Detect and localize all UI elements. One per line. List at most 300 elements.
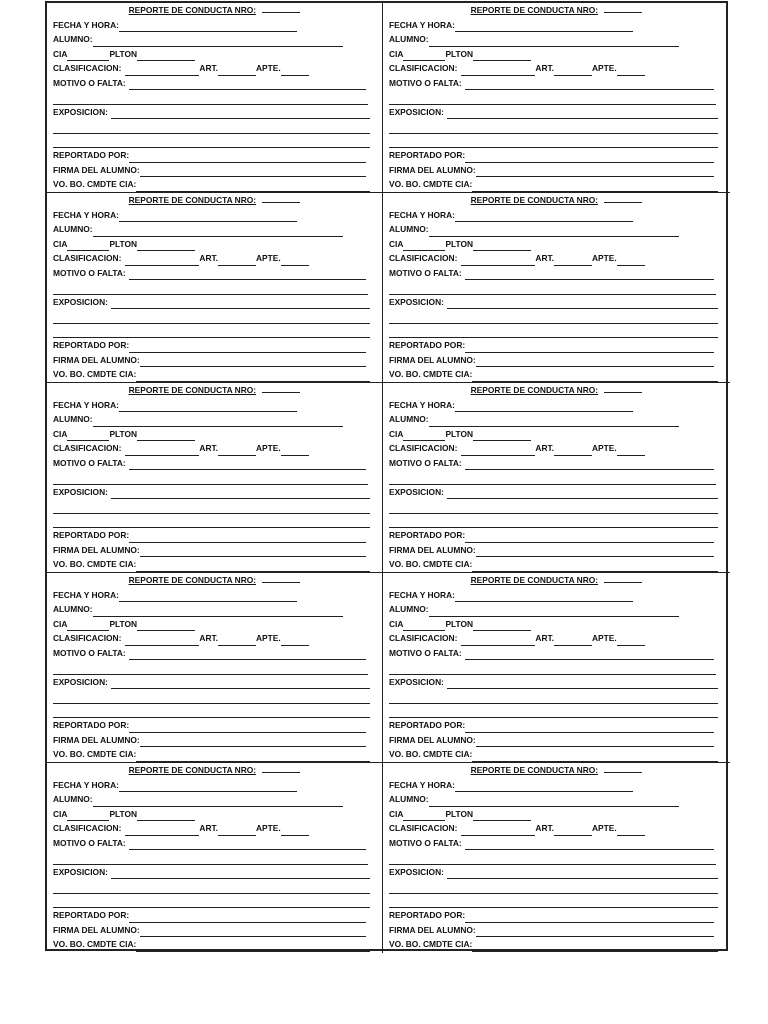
firma-field[interactable] [140, 926, 366, 937]
alumno-row [53, 222, 376, 237]
vobo-field[interactable] [472, 751, 718, 762]
cia-field[interactable] [403, 620, 445, 631]
cia-field[interactable] [403, 810, 445, 821]
vobo-row [53, 937, 376, 952]
alumno-field[interactable] [93, 796, 343, 807]
clasificacion-field[interactable] [461, 635, 535, 646]
apte-field[interactable] [281, 255, 309, 266]
motivo-line-2 [389, 660, 724, 675]
exposicion-field-3[interactable] [389, 707, 718, 718]
plton-field[interactable] [473, 430, 531, 441]
fecha-label: FECHA Y HORA: [53, 399, 119, 410]
exposicion-field-2[interactable] [53, 693, 370, 704]
fecha-field[interactable] [455, 781, 633, 792]
alumno-row [53, 602, 376, 617]
exposicion-field[interactable] [447, 868, 718, 879]
alumno-label: ALUMNO: [389, 34, 429, 44]
apte-label: APTE. [592, 63, 617, 73]
exposicion-field[interactable] [447, 678, 718, 689]
exposicion-label: EXPOSICION: [53, 676, 108, 687]
alumno-label: ALUMNO: [53, 224, 93, 234]
apte-field[interactable] [617, 65, 645, 76]
reportado-label: REPORTADO POR: [389, 530, 466, 540]
alumno-field[interactable] [429, 796, 679, 807]
vobo-row [389, 367, 724, 382]
firma-row [53, 733, 376, 748]
exposicion-field-2[interactable] [389, 123, 718, 134]
alumno-label: ALUMNO: [389, 224, 429, 234]
conduct-report-card [47, 573, 383, 763]
exposicion-line-2 [53, 119, 376, 134]
motivo-field-2[interactable] [389, 284, 716, 295]
cia-row [53, 807, 376, 822]
motivo-line-2 [389, 850, 724, 865]
clasificacion-field[interactable] [125, 65, 199, 76]
firma-field[interactable] [476, 736, 714, 747]
clasificacion-field[interactable] [125, 255, 199, 266]
apte-field[interactable] [281, 635, 309, 646]
cia-row [53, 47, 376, 62]
exposicion-row [53, 865, 376, 880]
vobo-field[interactable] [136, 371, 370, 382]
reportado-field[interactable] [465, 912, 714, 923]
plton-field[interactable] [473, 240, 531, 251]
vobo-row [53, 557, 376, 572]
vobo-field[interactable] [472, 941, 718, 952]
apte-field[interactable] [617, 445, 645, 456]
exposicion-line-3 [389, 324, 724, 339]
fecha-row [389, 18, 724, 33]
alumno-field[interactable] [429, 36, 679, 47]
plton-field[interactable] [137, 240, 195, 251]
plton-field[interactable] [473, 620, 531, 631]
motivo-line-2 [53, 90, 376, 105]
vobo-field[interactable] [136, 561, 370, 572]
firma-row [53, 923, 376, 938]
exposicion-field-2[interactable] [389, 313, 718, 324]
exposicion-field[interactable] [447, 298, 718, 309]
report-number-field[interactable] [604, 3, 642, 13]
reportado-row [53, 338, 376, 353]
exposicion-field-3[interactable] [389, 897, 718, 908]
motivo-field-2[interactable] [389, 94, 716, 105]
exposicion-field[interactable] [111, 108, 370, 119]
apte-field[interactable] [617, 255, 645, 266]
exposicion-field-3[interactable] [389, 517, 718, 528]
exposicion-field-2[interactable] [389, 503, 718, 514]
plton-label: PLTON [109, 808, 138, 819]
plton-field[interactable] [137, 810, 195, 821]
plton-field[interactable] [137, 50, 195, 61]
art-field[interactable] [554, 825, 592, 836]
clasificacion-label: CLASIFICACION: [389, 823, 458, 833]
alumno-label: ALUMNO: [389, 794, 429, 804]
firma-label: FIRMA DEL ALUMNO: [53, 354, 140, 365]
cia-row [389, 47, 724, 62]
exposicion-line-3 [53, 324, 376, 339]
exposicion-line-3 [53, 514, 376, 529]
clasificacion-label: CLASIFICACION: [53, 823, 122, 833]
fecha-field[interactable] [455, 211, 633, 222]
motivo-field-2[interactable] [53, 664, 368, 675]
firma-field[interactable] [476, 926, 714, 937]
fecha-field[interactable] [119, 781, 297, 792]
exposicion-field-2[interactable] [53, 503, 370, 514]
plton-field[interactable] [137, 620, 195, 631]
fecha-field[interactable] [119, 591, 297, 602]
exposicion-field[interactable] [111, 488, 370, 499]
alumno-field[interactable] [429, 606, 679, 617]
plton-label: PLTON [445, 238, 474, 249]
reportado-field[interactable] [465, 532, 714, 543]
firma-label: FIRMA DEL ALUMNO: [53, 164, 140, 175]
report-number-field[interactable] [262, 573, 300, 583]
vobo-field[interactable] [136, 941, 370, 952]
motivo-field[interactable] [465, 79, 714, 90]
exposicion-line-3 [53, 894, 376, 909]
report-number-field[interactable] [604, 573, 642, 583]
cia-row [389, 427, 724, 442]
firma-label: FIRMA DEL ALUMNO: [53, 544, 140, 555]
motivo-field[interactable] [465, 269, 714, 280]
vobo-field[interactable] [472, 561, 718, 572]
clasificacion-field[interactable] [461, 825, 535, 836]
exposicion-line-3 [389, 514, 724, 529]
alumno-row [389, 32, 724, 47]
fecha-label: FECHA Y HORA: [53, 779, 119, 790]
fecha-label: FECHA Y HORA: [389, 399, 455, 410]
report-number-field[interactable] [604, 383, 642, 393]
art-field[interactable] [218, 65, 256, 76]
clasificacion-row [53, 821, 376, 836]
apte-field[interactable] [617, 825, 645, 836]
fecha-label: FECHA Y HORA: [389, 209, 455, 220]
vobo-label: VO. BO. CMDTE CIA: [53, 179, 137, 189]
fecha-field[interactable] [455, 21, 633, 32]
exposicion-row [53, 105, 376, 120]
apte-field[interactable] [281, 65, 309, 76]
cia-field[interactable] [67, 50, 109, 61]
exposicion-row [389, 105, 724, 120]
cia-label: CIA [389, 618, 404, 629]
plton-label: PLTON [109, 48, 138, 59]
exposicion-row [389, 295, 724, 310]
motivo-field-2[interactable] [53, 94, 368, 105]
reportado-field[interactable] [129, 342, 366, 353]
reportado-field[interactable] [465, 342, 714, 353]
fecha-label: FECHA Y HORA: [389, 589, 455, 600]
motivo-line-2 [53, 280, 376, 295]
art-label: ART. [535, 633, 554, 643]
plton-label: PLTON [109, 238, 138, 249]
motivo-field-2[interactable] [53, 854, 368, 865]
report-number-field[interactable] [262, 3, 300, 13]
motivo-field[interactable] [465, 459, 714, 470]
apte-field[interactable] [281, 825, 309, 836]
reportado-field[interactable] [129, 912, 366, 923]
reportado-label: REPORTADO POR: [389, 910, 466, 920]
art-label: ART. [535, 253, 554, 263]
apte-label: APTE. [592, 823, 617, 833]
motivo-field[interactable] [129, 459, 366, 470]
exposicion-line-2 [389, 879, 724, 894]
vobo-field[interactable] [472, 371, 718, 382]
exposicion-field-2[interactable] [389, 693, 718, 704]
motivo-label: MOTIVO O FALTA: [53, 267, 126, 278]
art-field[interactable] [554, 635, 592, 646]
motivo-row [389, 266, 724, 281]
motivo-field-2[interactable] [53, 284, 368, 295]
exposicion-field-2[interactable] [53, 883, 370, 894]
exposicion-label: EXPOSICION: [53, 106, 108, 117]
exposicion-field-2[interactable] [53, 123, 370, 134]
firma-field[interactable] [140, 546, 366, 557]
exposicion-field-3[interactable] [389, 137, 718, 148]
reportado-field[interactable] [129, 722, 366, 733]
plton-label: PLTON [445, 428, 474, 439]
fecha-row [389, 398, 724, 413]
firma-label: FIRMA DEL ALUMNO: [389, 544, 476, 555]
motivo-field-2[interactable] [53, 474, 368, 485]
firma-label: FIRMA DEL ALUMNO: [53, 734, 140, 745]
reportado-label: REPORTADO POR: [53, 530, 130, 540]
apte-label: APTE. [256, 253, 281, 263]
fecha-field[interactable] [455, 591, 633, 602]
firma-row [389, 163, 724, 178]
fecha-field[interactable] [455, 401, 633, 412]
alumno-row [53, 412, 376, 427]
reportado-label: REPORTADO POR: [389, 340, 466, 350]
clasificacion-row [53, 251, 376, 266]
firma-row [389, 543, 724, 558]
exposicion-field-3[interactable] [53, 707, 370, 718]
fecha-field[interactable] [119, 21, 297, 32]
report-number-field[interactable] [262, 383, 300, 393]
reportado-field[interactable] [129, 532, 366, 543]
exposicion-label: EXPOSICION: [53, 486, 108, 497]
exposicion-field-2[interactable] [53, 313, 370, 324]
reportado-label: REPORTADO POR: [389, 720, 466, 730]
reportado-row [389, 528, 724, 543]
alumno-row [389, 792, 724, 807]
clasificacion-field[interactable] [125, 445, 199, 456]
clasificacion-field[interactable] [461, 65, 535, 76]
motivo-line-2 [389, 280, 724, 295]
clasificacion-label: CLASIFICACION: [53, 253, 122, 263]
fecha-label: FECHA Y HORA: [389, 19, 455, 30]
apte-label: APTE. [256, 633, 281, 643]
vobo-field[interactable] [136, 751, 370, 762]
vobo-field[interactable] [472, 181, 718, 192]
reportado-field[interactable] [465, 152, 714, 163]
art-field[interactable] [218, 445, 256, 456]
apte-label: APTE. [592, 253, 617, 263]
vobo-row [389, 177, 724, 192]
exposicion-field[interactable] [447, 108, 718, 119]
art-field[interactable] [218, 825, 256, 836]
fecha-row [389, 778, 724, 793]
art-field[interactable] [218, 635, 256, 646]
cia-field[interactable] [67, 240, 109, 251]
fecha-field[interactable] [119, 401, 297, 412]
fecha-label: FECHA Y HORA: [53, 19, 119, 30]
exposicion-field-3[interactable] [53, 327, 370, 338]
cia-field[interactable] [67, 810, 109, 821]
clasificacion-label: CLASIFICACION: [53, 633, 122, 643]
fecha-row [389, 588, 724, 603]
firma-field[interactable] [140, 166, 366, 177]
exposicion-field[interactable] [447, 488, 718, 499]
fecha-row [53, 398, 376, 413]
reportado-field[interactable] [129, 152, 366, 163]
art-field[interactable] [554, 255, 592, 266]
report-title-row [53, 383, 376, 398]
vobo-field[interactable] [136, 181, 370, 192]
vobo-label: VO. BO. CMDTE CIA: [53, 749, 137, 759]
cia-label: CIA [53, 238, 68, 249]
firma-row [389, 353, 724, 368]
alumno-field[interactable] [93, 36, 343, 47]
firma-field[interactable] [140, 736, 366, 747]
cia-field[interactable] [67, 430, 109, 441]
clasificacion-label: CLASIFICACION: [53, 443, 122, 453]
motivo-label: MOTIVO O FALTA: [389, 457, 462, 468]
report-number-field[interactable] [604, 193, 642, 203]
fecha-field[interactable] [119, 211, 297, 222]
motivo-label: MOTIVO O FALTA: [389, 77, 462, 88]
art-field[interactable] [554, 445, 592, 456]
exposicion-field[interactable] [111, 298, 370, 309]
plton-field[interactable] [137, 430, 195, 441]
plton-label: PLTON [445, 808, 474, 819]
motivo-field-2[interactable] [389, 474, 716, 485]
cia-label: CIA [389, 238, 404, 249]
clasificacion-label: CLASIFICACION: [389, 633, 458, 643]
alumno-field[interactable] [93, 416, 343, 427]
exposicion-line-2 [389, 689, 724, 704]
reportado-label: REPORTADO POR: [53, 150, 130, 160]
clasificacion-field[interactable] [461, 255, 535, 266]
exposicion-field-3[interactable] [53, 897, 370, 908]
motivo-row [389, 836, 724, 851]
motivo-field[interactable] [129, 839, 366, 850]
clasificacion-field[interactable] [125, 635, 199, 646]
vobo-label: VO. BO. CMDTE CIA: [389, 559, 473, 569]
motivo-field[interactable] [129, 269, 366, 280]
motivo-label: MOTIVO O FALTA: [389, 837, 462, 848]
clasificacion-label: CLASIFICACION: [389, 253, 458, 263]
firma-row [53, 543, 376, 558]
reportado-field[interactable] [465, 722, 714, 733]
motivo-line-2 [389, 90, 724, 105]
motivo-label: MOTIVO O FALTA: [53, 647, 126, 658]
clasificacion-row [389, 61, 724, 76]
fecha-label: FECHA Y HORA: [53, 589, 119, 600]
art-label: ART. [199, 63, 218, 73]
exposicion-label: EXPOSICION: [389, 296, 444, 307]
art-field[interactable] [218, 255, 256, 266]
motivo-field-2[interactable] [389, 664, 716, 675]
report-number-field[interactable] [604, 763, 642, 773]
report-title-row [53, 3, 376, 18]
vobo-label: VO. BO. CMDTE CIA: [389, 749, 473, 759]
clasificacion-field[interactable] [125, 825, 199, 836]
motivo-field[interactable] [129, 79, 366, 90]
alumno-field[interactable] [429, 416, 679, 427]
firma-row [53, 163, 376, 178]
art-field[interactable] [554, 65, 592, 76]
exposicion-field[interactable] [111, 868, 370, 879]
report-number-field[interactable] [262, 193, 300, 203]
report-sheet [45, 1, 728, 951]
motivo-row [53, 646, 376, 661]
motivo-label: MOTIVO O FALTA: [53, 77, 126, 88]
apte-label: APTE. [256, 443, 281, 453]
apte-label: APTE. [256, 63, 281, 73]
cia-field[interactable] [67, 620, 109, 631]
art-label: ART. [199, 633, 218, 643]
plton-field[interactable] [473, 50, 531, 61]
clasificacion-field[interactable] [461, 445, 535, 456]
exposicion-line-3 [53, 134, 376, 149]
alumno-label: ALUMNO: [389, 414, 429, 424]
alumno-field[interactable] [429, 226, 679, 237]
apte-field[interactable] [617, 635, 645, 646]
report-title: REPORTE DE CONDUCTA NRO: [470, 575, 599, 585]
apte-label: APTE. [256, 823, 281, 833]
plton-field[interactable] [473, 810, 531, 821]
vobo-row [389, 937, 724, 952]
report-number-field[interactable] [262, 763, 300, 773]
cia-field[interactable] [403, 430, 445, 441]
clasificacion-label: CLASIFICACION: [53, 63, 122, 73]
firma-field[interactable] [476, 166, 714, 177]
exposicion-line-2 [53, 309, 376, 324]
reportado-row [53, 718, 376, 733]
report-title-row [389, 193, 724, 208]
plton-label: PLTON [109, 428, 138, 439]
cia-row [389, 807, 724, 822]
firma-field[interactable] [140, 356, 366, 367]
exposicion-label: EXPOSICION: [389, 486, 444, 497]
cia-field[interactable] [403, 240, 445, 251]
firma-field[interactable] [476, 356, 714, 367]
alumno-field[interactable] [93, 226, 343, 237]
motivo-field[interactable] [465, 839, 714, 850]
motivo-line-2 [53, 850, 376, 865]
fecha-label: FECHA Y HORA: [389, 779, 455, 790]
reportado-row [389, 908, 724, 923]
motivo-field[interactable] [129, 649, 366, 660]
exposicion-field-3[interactable] [389, 327, 718, 338]
motivo-field-2[interactable] [389, 854, 716, 865]
exposicion-field-2[interactable] [389, 883, 718, 894]
firma-row [389, 733, 724, 748]
exposicion-row [389, 675, 724, 690]
apte-field[interactable] [281, 445, 309, 456]
firma-field[interactable] [476, 546, 714, 557]
alumno-label: ALUMNO: [53, 414, 93, 424]
exposicion-field-3[interactable] [53, 517, 370, 528]
cia-label: CIA [53, 428, 68, 439]
firma-label: FIRMA DEL ALUMNO: [389, 354, 476, 365]
alumno-field[interactable] [93, 606, 343, 617]
cia-field[interactable] [403, 50, 445, 61]
exposicion-field[interactable] [111, 678, 370, 689]
cia-row [53, 617, 376, 632]
motivo-field[interactable] [465, 649, 714, 660]
exposicion-field-3[interactable] [53, 137, 370, 148]
